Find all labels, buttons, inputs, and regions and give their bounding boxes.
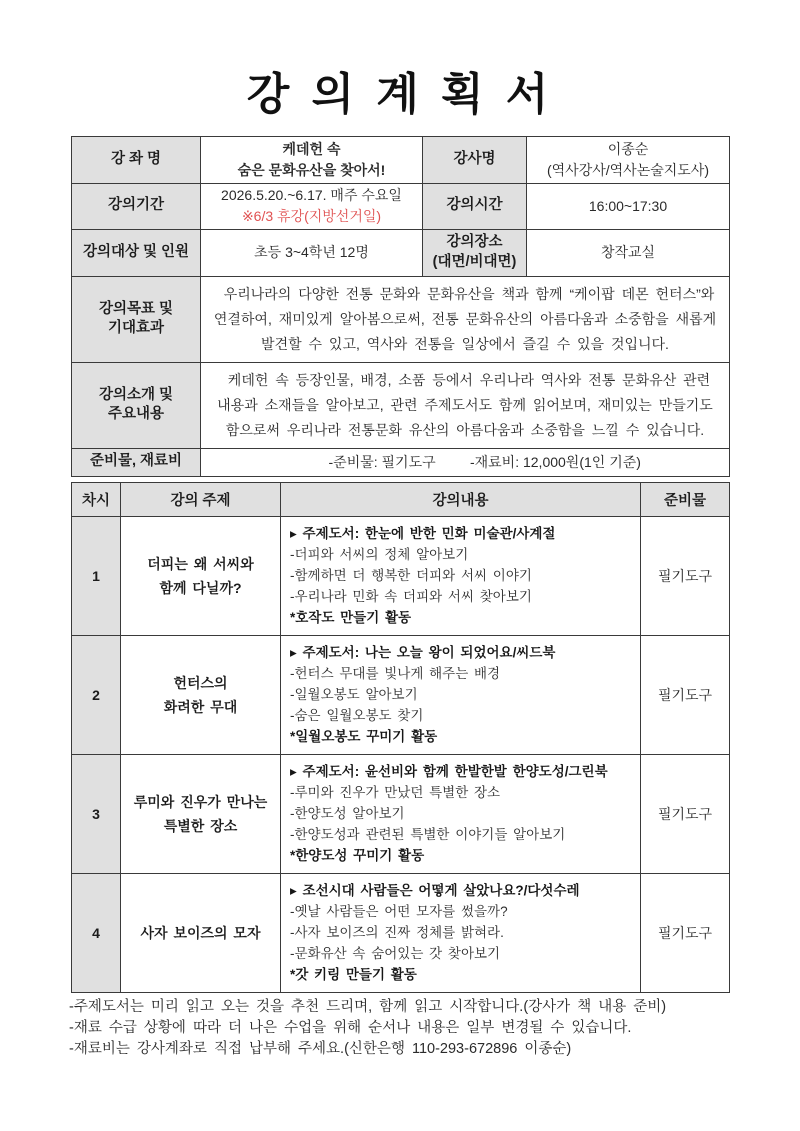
intro-label-line1: 강의소개 및 xyxy=(98,386,174,403)
session-content xyxy=(281,754,641,873)
content-line: -문화유산 속 숨어있는 갓 찾아보기 xyxy=(290,946,501,962)
session-content xyxy=(281,516,641,635)
session-materials: 필기도구 xyxy=(641,516,730,635)
course-name-label: 강 좌 명 xyxy=(72,136,201,183)
course-name-row xyxy=(72,136,730,183)
content-line: -숨은 일월오봉도 찾기 xyxy=(290,708,424,724)
content-book-line: ▸ 주제도서: 나는 오늘 왕이 되었어요/씨드북 xyxy=(290,644,556,660)
header-content: 강의내용 xyxy=(281,482,641,516)
session-content xyxy=(281,873,641,992)
goal-label-line2: 기대효과 xyxy=(107,320,165,337)
period-value xyxy=(201,183,423,229)
intro-label-line2: 주요내용 xyxy=(107,406,165,423)
materials-fee-label: 준비물, 재료비 xyxy=(72,448,201,476)
goal-text: 우리나라의 다양한 전통 문화와 문화유산을 책과 함께 “케이팝 데몬 헌터스”와 연결하여, 재미있게 알아봄으로써, 전통 문화유산의 아름다움과 소중함을 새롭게 발견할 수 있고, 역사와 전통을 일상에서 즐길 수 있을 것입니다. xyxy=(201,276,730,362)
materials-fee-value xyxy=(201,448,730,476)
topic-line2: 특별한 장소 xyxy=(163,817,238,834)
intro-label xyxy=(72,362,201,448)
footer-notes xyxy=(69,997,749,1060)
topic-line2: 함께 다닐까? xyxy=(159,579,242,596)
content-activity-line: *한양도성 꾸미기 활동 xyxy=(290,848,425,864)
session-number: 2 xyxy=(72,635,121,754)
content-activity-line: *호작도 만들기 활동 xyxy=(290,610,412,626)
session-topic xyxy=(121,635,281,754)
content-line: -함께하면 더 행복한 더피와 서씨 이야기 xyxy=(290,568,532,583)
document-title: 강 의 계 획 서 xyxy=(246,70,554,119)
content-activity-line: *일월오봉도 꾸미기 활동 xyxy=(290,729,438,745)
instructor-title: (역사강사/역사논술지도사) xyxy=(547,161,709,178)
session-topic xyxy=(121,873,281,992)
content-book-line: ▸ 주제도서: 윤선비와 함께 한발한발 한양도성/그린북 xyxy=(290,763,608,779)
place-label-line2: (대면/비대면) xyxy=(432,253,517,270)
schedule-row-2 xyxy=(72,635,730,754)
goal-label xyxy=(72,276,201,362)
session-number: 4 xyxy=(72,873,121,992)
course-target-row xyxy=(72,229,730,276)
topic-line2: 화려한 무대 xyxy=(163,698,238,715)
target-label: 강의대상 및 인원 xyxy=(72,229,201,276)
goal-label-line1: 강의목표 및 xyxy=(98,300,174,317)
topic-line1: 더피는 왜 서씨와 xyxy=(147,555,254,572)
session-materials: 필기도구 xyxy=(641,754,730,873)
target-value: 초등 3~4학년 12명 xyxy=(201,229,423,276)
period-dates: 2026.5.20.~6.17. 매주 수요일 xyxy=(221,187,402,204)
session-content xyxy=(281,635,641,754)
time-label: 강의시간 xyxy=(423,183,527,229)
session-topic xyxy=(121,516,281,635)
content-line: -사자 보이즈의 진짜 정체를 밝혀라. xyxy=(290,925,504,941)
instructor-value xyxy=(527,136,730,183)
period-holiday-note: ※6/3 휴강(지방선거일) xyxy=(241,208,382,225)
content-line: -우리나라 민화 속 더피와 서씨 찾아보기 xyxy=(290,589,532,605)
session-topic xyxy=(121,754,281,873)
content-line: -더피와 서씨의 정체 알아보기 xyxy=(290,546,469,562)
schedule-table xyxy=(71,482,730,993)
intro-text: 케데헌 속 등장인물, 배경, 소품 등에서 우리나라 역사와 전통 문화유산 관련 내용과 소재들을 알아보고, 관련 주제도서도 함께 읽어보며, 재미있는 만들기도 함으로써 우리나라 전통문화 유산의 아름다움과 소중함을 느낄 수 있습니다. xyxy=(201,362,730,448)
course-intro-row xyxy=(72,362,730,448)
fee-value: -재료비: 12,000원(1인 기준) xyxy=(469,454,641,471)
schedule-row-4 xyxy=(72,873,730,992)
topic-line1: 헌터스의 xyxy=(173,674,228,691)
header-session: 차시 xyxy=(72,482,121,516)
time-value: 16:00~17:30 xyxy=(527,183,730,229)
header-materials: 준비물 xyxy=(641,482,730,516)
content-line: -한양도성 알아보기 xyxy=(290,806,405,822)
schedule-row-3 xyxy=(72,754,730,873)
instructor-label: 강사명 xyxy=(423,136,527,183)
course-goal-row xyxy=(72,276,730,362)
session-materials: 필기도구 xyxy=(641,635,730,754)
content-book-line: ▸ 조선시대 사람들은 어떻게 살았나요?/다섯수레 xyxy=(290,882,580,898)
footer-note-1: -주제도서는 미리 읽고 오는 것을 추천 드리며, 함께 읽고 시작합니다.(강사가 책 내용 준비) xyxy=(69,998,667,1015)
footer-note-2: -재료 수급 상황에 따라 더 나은 수업을 위해 순서나 내용은 일부 변경될 수 있습니다. xyxy=(69,1019,632,1036)
content-line: -한양도성과 관련된 특별한 이야기들 알아보기 xyxy=(290,827,566,843)
place-label xyxy=(423,229,527,276)
period-label: 강의기간 xyxy=(72,183,201,229)
course-info-table xyxy=(71,136,730,477)
session-number: 1 xyxy=(72,516,121,635)
course-name-line1: 케데헌 속 xyxy=(282,140,341,157)
course-name-line2: 숨은 문화유산을 찾아서! xyxy=(237,161,386,178)
content-book-line: ▸ 주제도서: 한눈에 반한 민화 미술관/사계절 xyxy=(290,525,556,541)
footer-note-3: -재료비는 강사계좌로 직접 납부해 주세요.(신한은행 110-293-672896 이종순) xyxy=(69,1040,572,1057)
schedule-header-row xyxy=(72,482,730,516)
topic-line1: 루미와 진우가 만나는 xyxy=(133,793,268,810)
content-activity-line: *갓 키링 만들기 활동 xyxy=(290,967,417,983)
session-number: 3 xyxy=(72,754,121,873)
course-name-value xyxy=(201,136,423,183)
header-topic: 강의 주제 xyxy=(121,482,281,516)
content-line: -옛날 사람들은 어떤 모자를 썼을까? xyxy=(290,903,508,919)
place-value: 창작교실 xyxy=(527,229,730,276)
content-line: -루미와 진우가 만났던 특별한 장소 xyxy=(290,784,501,800)
topic-line1: 사자 보이즈의 모자 xyxy=(140,924,261,941)
session-materials: 필기도구 xyxy=(641,873,730,992)
instructor-name: 이종순 xyxy=(607,140,649,157)
course-period-row xyxy=(72,183,730,229)
schedule-row-1 xyxy=(72,516,730,635)
place-label-line1: 강의장소 xyxy=(446,234,503,251)
materials-fee-row xyxy=(72,448,730,476)
content-line: -헌터스 무대를 빛나게 해주는 배경 xyxy=(290,665,501,681)
content-line: -일월오봉도 알아보기 xyxy=(290,687,418,703)
materials-value: -준비물: 필기도구 xyxy=(328,454,436,471)
